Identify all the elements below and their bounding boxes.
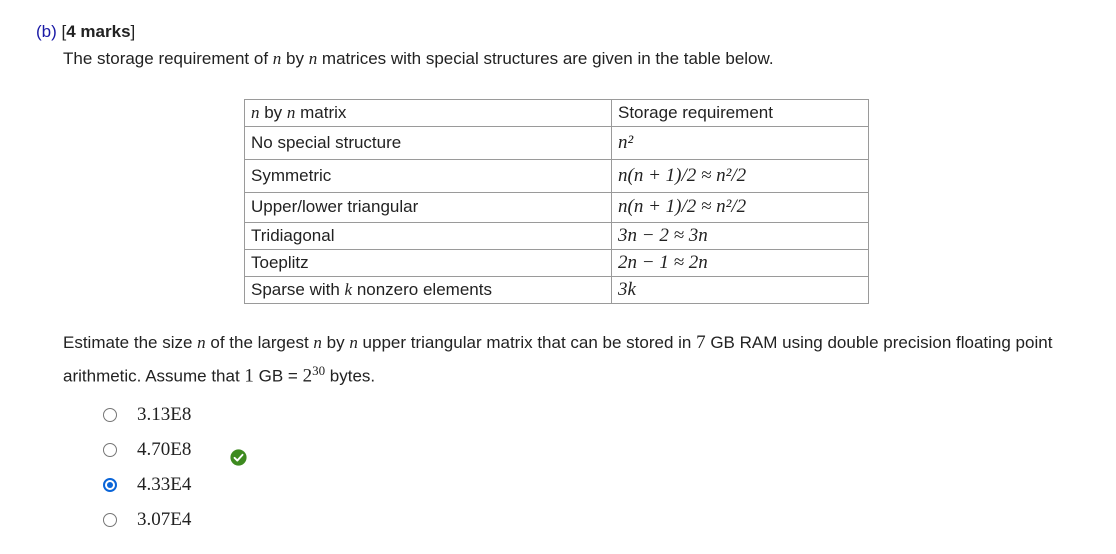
table-row (245, 160, 869, 193)
header-var-n: n (286, 102, 296, 122)
table-header-row (245, 100, 869, 127)
table-row (245, 127, 869, 160)
answer-option-4[interactable] (103, 502, 191, 537)
row-storage: n(n + 1)/2 ≈ n²/2 (612, 193, 869, 223)
row-storage: 3k (612, 277, 869, 304)
intro-var-n: n (272, 49, 282, 68)
row-storage: 2n − 1 ≈ 2n (612, 250, 869, 277)
question-text (63, 329, 1093, 391)
header-storage: Storage requirement (612, 100, 869, 127)
answer-option-label: 3.13E8 (137, 403, 192, 425)
radio-button-selected[interactable] (103, 478, 117, 492)
q-num-exponent: 30 (312, 363, 326, 378)
table-row (245, 250, 869, 277)
q-text: by (321, 333, 350, 352)
header-var-n: n (251, 102, 260, 122)
q-text: Estimate the size (63, 333, 198, 352)
row-structure: Symmetric (245, 160, 612, 193)
answer-options (103, 397, 191, 537)
row-storage: 3n − 2 ≈ 3n (612, 223, 869, 250)
radio-button[interactable] (103, 408, 117, 422)
q-var-n: n (349, 333, 358, 352)
row-structure: Toeplitz (245, 250, 612, 277)
intro-text-1: The storage requirement of (63, 49, 273, 68)
row-structure (245, 277, 612, 304)
answer-option-label: 4.70E8 (137, 438, 192, 460)
row-storage: n² (612, 127, 869, 160)
intro-text-3: matrices with special structures are given in the table below. (317, 49, 774, 68)
row-structure: No special structure (245, 127, 612, 160)
row-structure-post: nonzero elements (352, 279, 492, 299)
header-text-by: by (259, 102, 287, 122)
marks-label: 4 marks (66, 22, 131, 41)
intro-var-n: n (308, 49, 318, 68)
answer-option-3[interactable] (103, 467, 191, 502)
row-structure: Upper/lower triangular (245, 193, 612, 223)
table-row (245, 223, 869, 250)
row-structure: Tridiagonal (245, 223, 612, 250)
answer-option-label: 3.07E4 (137, 508, 192, 530)
q-text: upper triangular matrix that can be stored in (357, 333, 697, 352)
answer-option-label: 4.33E4 (137, 473, 192, 495)
question-part-header (36, 22, 135, 42)
q-var-n: n (197, 333, 206, 352)
q-num-base: 2 (302, 365, 313, 387)
storage-table (244, 99, 869, 304)
intro-text-2: by (281, 49, 309, 68)
header-matrix-type (245, 100, 612, 127)
q-text: GB = (253, 366, 303, 386)
table-row (245, 193, 869, 223)
q-num-7: 7 (696, 332, 706, 353)
header-text-matrix: matrix (295, 102, 347, 122)
q-num-1: 1 (244, 365, 254, 387)
answer-option-2[interactable] (103, 432, 191, 467)
row-structure-var-k: k (344, 279, 353, 299)
row-structure-pre: Sparse with (251, 279, 345, 299)
q-text: of the largest (205, 333, 314, 352)
intro-text (63, 49, 774, 69)
marks-bracket-open: [ (61, 22, 67, 41)
part-label: (b) (36, 22, 57, 41)
answer-option-1[interactable] (103, 397, 191, 432)
q-text: GB RAM using double precision floating point arithmetic. Assume that (63, 333, 1053, 386)
radio-button[interactable] (103, 513, 117, 527)
correct-check-icon (230, 449, 247, 466)
table-row (245, 277, 869, 304)
q-text: bytes. (325, 366, 376, 386)
row-storage: n(n + 1)/2 ≈ n²/2 (612, 160, 869, 193)
q-var-n: n (313, 333, 322, 352)
marks-bracket-close: ] (130, 22, 136, 41)
radio-button[interactable] (103, 443, 117, 457)
